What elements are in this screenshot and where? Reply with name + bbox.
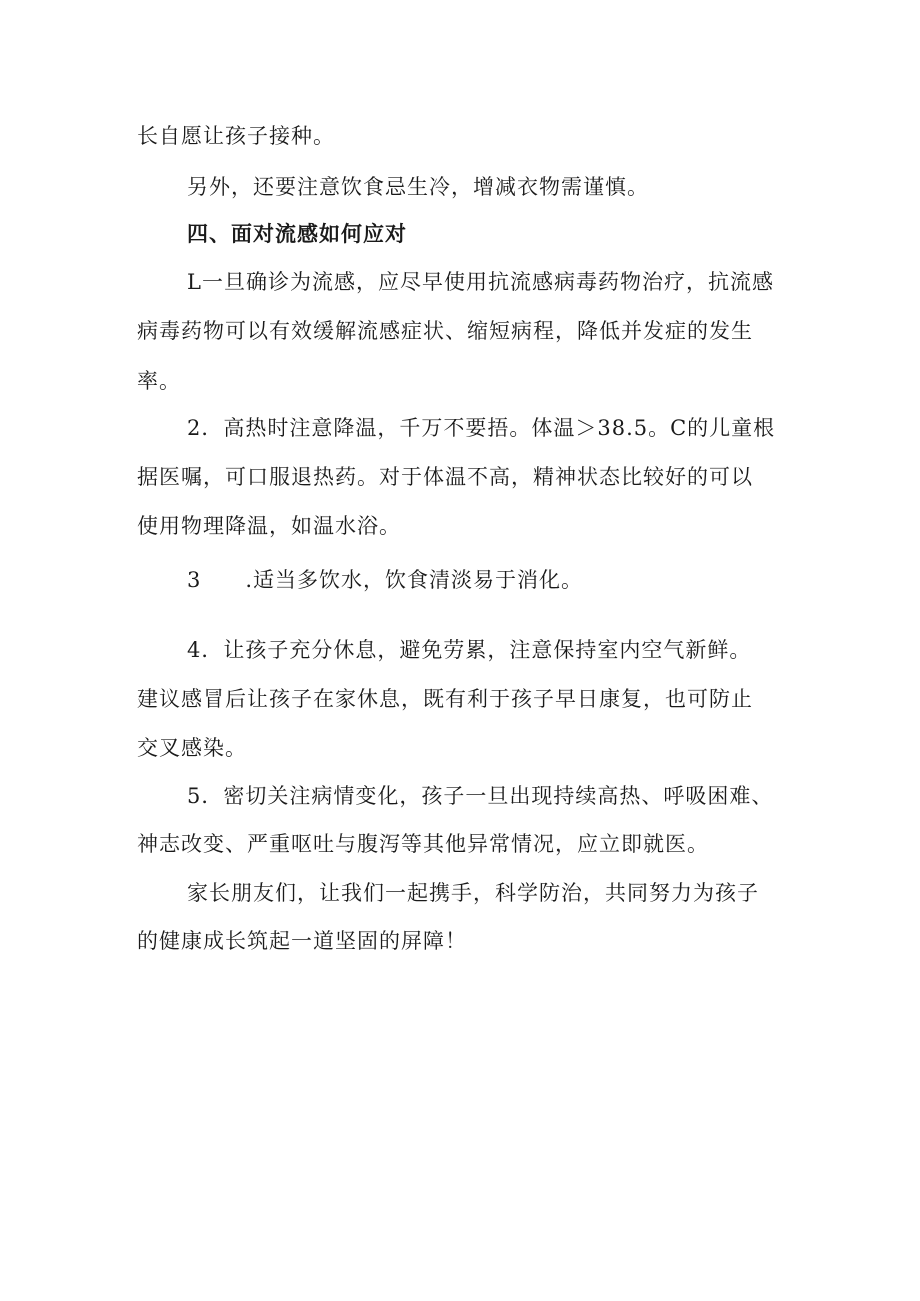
text-line-6: 率。 [137, 369, 181, 393]
section-heading: 四、面对流感如何应对 [187, 222, 407, 246]
text-line-16: 家长朋友们，让我们一起携手，科学防治，共同努力为孩子 [187, 881, 759, 905]
text-line-7: 2．高热时注意降温，千万不要捂。体温＞38.5。C的儿童根 [187, 416, 776, 440]
text-line-11: 4．让孩子充分休息，避免劳累，注意保持室内空气新鲜。 [187, 638, 752, 662]
text-line-1: 长自愿让孩子接种。 [137, 124, 335, 148]
text-line-10: 3 .适当多饮水，饮食清淡易于消化。 [187, 568, 584, 592]
text-line-13: 交叉感染。 [137, 736, 247, 760]
text-line-14: 5．密切关注病情变化，孩子一旦出现持续高热、呼吸困难、 [187, 784, 774, 808]
text-line-15: 神志改变、严重呕吐与腹泻等其他异常情况，应立即就医。 [137, 832, 709, 856]
text-line-8: 据医嘱，可口服退热药。对于体温不高，精神状态比较好的可以 [137, 465, 753, 489]
text-line-17: 的健康成长筑起一道坚固的屏障！ [137, 929, 467, 953]
text-line-4: L一旦确诊为流感，应尽早使用抗流感病毒药物治疗，抗流感 [187, 270, 774, 294]
text-line-9: 使用物理降温，如温水浴。 [137, 514, 401, 538]
text-line-2: 另外，还要注意饮食忌生冷，增减衣物需谨慎。 [187, 175, 649, 199]
text-line-12: 建议感冒后让孩子在家休息，既有利于孩子早日康复，也可防止 [137, 687, 753, 711]
text-line-5: 病毒药物可以有效缓解流感症状、缩短病程，降低并发症的发生 [137, 319, 753, 343]
